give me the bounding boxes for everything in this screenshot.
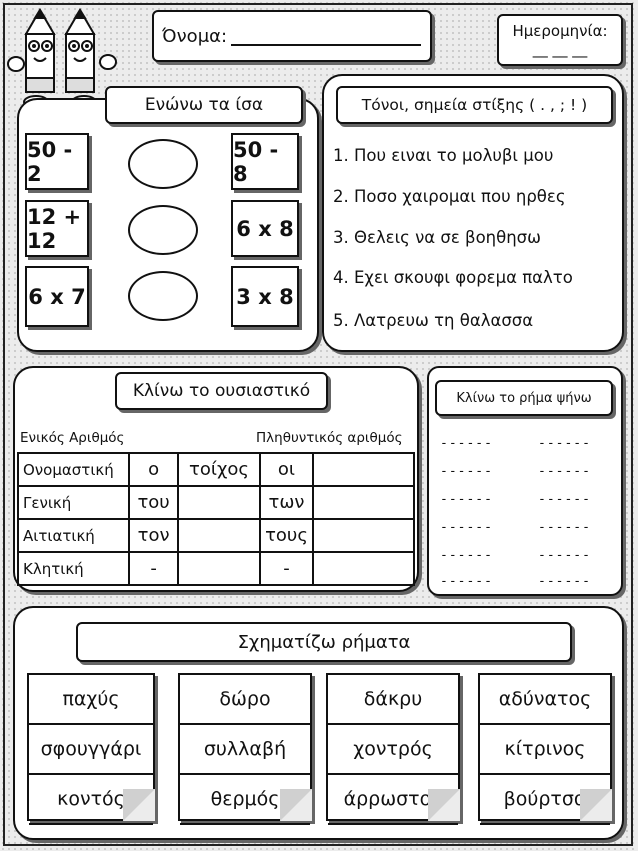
sentence-3[interactable]: 3. Θελεις να σε βοηθησω (333, 228, 541, 247)
page-curl-icon (580, 789, 612, 821)
plural-label: Πληθυντικός αριθμός (256, 430, 403, 446)
page-curl-icon (428, 789, 460, 821)
verb-blank[interactable]: ------ (440, 436, 493, 451)
verb-blank[interactable]: ------ (440, 548, 493, 563)
word-item[interactable]: αδύνατος (480, 675, 610, 725)
case-label: Αιτιατική (18, 519, 129, 552)
case-label: Ονομαστική (18, 453, 129, 486)
date-label: Ημερομηνία: (512, 22, 608, 40)
word-item[interactable]: θερμός (180, 775, 310, 825)
verb-blank[interactable]: ------ (440, 520, 493, 535)
sentence-4[interactable]: 4. Εχει σκουφι φορεμα παλτο (333, 268, 573, 287)
noun-plural[interactable] (313, 453, 414, 486)
table-row (18, 519, 414, 552)
article-plural: τους (260, 519, 313, 552)
sentence-5[interactable]: 5. Λατρευω τη θαλασσα (333, 311, 534, 330)
word-item[interactable]: σφουγγάρι (29, 725, 153, 775)
singular-label: Ενικός Αριθμός (20, 430, 125, 446)
noun-singular[interactable] (178, 552, 260, 585)
noun-singular[interactable] (178, 486, 260, 519)
expr-right-2[interactable]: 6 x 8 (231, 200, 299, 257)
expr-right-1[interactable]: 50 - 8 (231, 133, 299, 190)
table-row (18, 453, 414, 486)
verb-blank[interactable]: ------ (440, 574, 493, 589)
case-label: Κλητική (18, 552, 129, 585)
noun-declension-title: Κλίνω το ουσιαστικό (115, 372, 328, 410)
date-blanks: __ __ __ (532, 40, 588, 58)
expr-left-2[interactable]: 12 + 12 (25, 200, 89, 257)
noun-plural[interactable] (313, 519, 414, 552)
word-item[interactable]: δάκρυ (328, 675, 458, 725)
declension-table (17, 452, 415, 586)
article-plural: - (260, 552, 313, 585)
name-label: Όνομα: (162, 25, 228, 47)
page-curl-icon (123, 789, 155, 821)
word-item[interactable]: χοντρός (328, 725, 458, 775)
word-item[interactable]: παχύς (29, 675, 153, 725)
verb-blank[interactable]: ------ (440, 492, 493, 507)
form-verbs-title: Σχηματίζω ρήματα (76, 622, 572, 662)
expr-left-1[interactable]: 50 - 2 (25, 133, 89, 190)
article-plural: των (260, 486, 313, 519)
article-singular: ο (129, 453, 178, 486)
table-row (18, 486, 414, 519)
verb-conjugation-title: Κλίνω το ρήμα ψήνω (435, 380, 613, 416)
verb-blank[interactable]: ------ (538, 492, 591, 507)
word-item[interactable]: άρρωστος (328, 775, 458, 825)
match-oval-1[interactable] (128, 139, 198, 189)
punctuation-title: Τόνοι, σημεία στίξης ( . , ; ! ) (336, 86, 613, 124)
word-item[interactable]: κίτρινος (480, 725, 610, 775)
noun-plural[interactable] (313, 486, 414, 519)
case-label: Γενική (18, 486, 129, 519)
match-equal-title: Ενώνω τα ίσα (105, 86, 303, 124)
noun-plural[interactable] (313, 552, 414, 585)
name-line (231, 26, 421, 46)
expr-left-3[interactable]: 6 x 7 (25, 266, 89, 327)
word-item[interactable]: κοντός (29, 775, 153, 825)
noun-singular[interactable] (178, 519, 260, 552)
word-item[interactable]: συλλαβή (180, 725, 310, 775)
name-field[interactable] (152, 10, 432, 62)
article-singular: - (129, 552, 178, 585)
word-item[interactable]: βούρτσα (480, 775, 610, 825)
expr-right-3[interactable]: 3 x 8 (231, 266, 299, 327)
word-card-4 (478, 673, 612, 821)
match-oval-3[interactable] (128, 271, 198, 321)
word-card-3 (326, 673, 460, 821)
verb-blank[interactable]: ------ (538, 520, 591, 535)
sentence-1[interactable]: 1. Που ειναι το μολυβι μου (333, 146, 554, 165)
sentence-2[interactable]: 2. Ποσο χαιρομαι που ηρθες (333, 187, 566, 206)
match-oval-2[interactable] (128, 205, 198, 255)
verb-blank[interactable]: ------ (538, 574, 591, 589)
article-singular: του (129, 486, 178, 519)
word-card-2 (178, 673, 312, 821)
word-item[interactable]: δώρο (180, 675, 310, 725)
verb-blank[interactable]: ------ (440, 464, 493, 479)
verb-blank[interactable]: ------ (538, 464, 591, 479)
page-curl-icon (280, 789, 312, 821)
verb-blank[interactable]: ------ (538, 436, 591, 451)
word-card-1 (27, 673, 155, 821)
table-row (18, 552, 414, 585)
verb-blank[interactable]: ------ (538, 548, 591, 563)
article-plural: οι (260, 453, 313, 486)
noun-singular[interactable]: τοίχος (178, 453, 260, 486)
date-field[interactable] (497, 14, 623, 66)
article-singular: τον (129, 519, 178, 552)
